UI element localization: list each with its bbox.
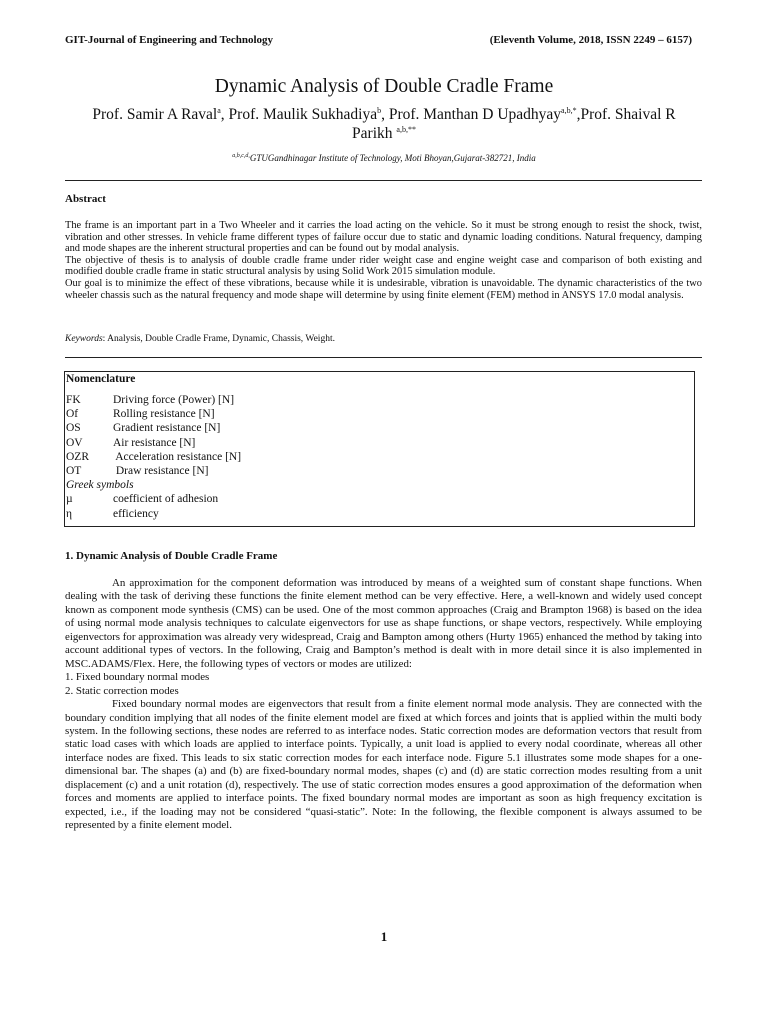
affiliation [0,153,768,163]
keywords-text: : Analysis, Double Cradle Frame, Dynamic, Chassis, Weight. [102,334,335,344]
affiliation-mark: a,b,c,d, [232,153,250,159]
running-header [65,34,692,46]
nomenclature-symbol: µ [66,493,73,506]
volume-info: (Eleventh Volume, 2018, ISSN 2249 – 6157) [489,34,692,46]
nomenclature-row [66,393,666,407]
author-name: Prof. Maulik Sukhadiya [228,106,378,123]
keywords-label: Keywords [65,334,103,344]
nomenclature-symbol: OS [66,422,81,435]
nomenclature-row [66,421,666,435]
author-list [60,105,708,143]
author-name: Prof. Shaival R [580,106,676,123]
section-heading: 1. Dynamic Analysis of Double Cradle Frame [65,550,278,562]
nomenclature-row [66,450,666,464]
author-affil-mark: b [377,105,382,115]
author-separator: , [220,106,229,123]
nomenclature-list [66,393,666,521]
nomenclature-symbol: η [66,507,73,520]
abstract-body [65,220,702,301]
nomenclature-desc: Draw resistance [N] [113,464,209,477]
nomenclature-desc: Air resistance [N] [113,436,196,449]
divider-top [65,180,702,181]
author-affil-mark: a,b,** [396,124,416,134]
paper-title: Dynamic Analysis of Double Cradle Frame [214,76,554,97]
affiliation-text: GTUGandhinagar Institute of Technology, Moti Bhoyan,Gujarat-382721, India [249,153,536,163]
author-name-continued: Parikh [352,125,397,142]
nomenclature-symbol: FK [66,394,81,406]
nomenclature-title: Nomenclature [66,373,136,385]
nomenclature-desc: Rolling resistance [N] [113,408,215,421]
nomenclature-row [66,436,666,450]
abstract-heading: Abstract [65,193,106,205]
greek-symbols-label: Greek symbols [66,479,134,492]
author-separator: , [576,106,581,123]
nomenclature-box [64,371,695,527]
author-affil-mark: a [217,105,221,115]
nomenclature-desc: Driving force (Power) [N] [113,394,235,406]
nomenclature-desc: Acceleration resistance [N] [113,450,242,463]
abstract-paragraph: The frame is an important part in a Two Wheeler and it carries the load acting on the vehicle. So it must be strong enough to resist the shock, twist, vibration and other stresses. In vehicle frame different types of failure occur due to static and dynamic loading conditions. Natural frequency, damping and mode shapes are the inherent structural properties and can be found out by modal analysis. [65,220,702,255]
nomenclature-desc: Gradient resistance [N] [113,422,221,435]
nomenclature-symbol: Of [66,408,79,421]
journal-name: GIT-Journal of Engineering and Technology [65,34,274,46]
list-item: 1. Fixed boundary normal modes [65,671,210,684]
nomenclature-symbol: OZR [66,450,89,463]
keywords-line [65,334,335,344]
nomenclature-symbol: OV [66,436,83,449]
nomenclature-desc: coefficient of adhesion [113,493,219,506]
abstract-paragraph: Our goal is to minimize the effect of these vibrations, because while it is undesirable, vibration is unavoidable. The dynamic characteristics of the two wheeler chassis such as the natural frequency and mode shape will determine by using finite element (FEM) method in ANSYS 17.0 modal analysis. [65,277,702,301]
divider-keywords [65,357,702,358]
body-paragraph: An approximation for the component deformation was introduced by means of a weighted sum of constant shape functions. When dealing with the task of deriving these functions the finite element method can be very effective. Here, a well-known and widely used concept known as component mode synthesis (CMS) can be used. One of the most common approaches (Craig and Brampton 1968) is based on the idea of using normal mode analysis techniques to calculate eigenvectors for use as shape functions, or shape vectors, respectively. While employing eigenvectors for approximation was already very widespread, Craig and Bampton among others (Hurty 1965) enhanced the method by taking into account additional types of vectors. In the following, Craig and Bampton’s method is dealt with in more detail since it is also implemented in MSC.ADAMS/Flex. Here, the following types of vectors or modes are utilized: [65,577,702,670]
nomenclature-row [66,464,666,478]
author-affil-mark: a,b,* [561,105,577,115]
nomenclature-symbol: OT [66,464,82,477]
nomenclature-row [66,507,666,521]
body-paragraph: Fixed boundary normal modes are eigenvectors that result from a finite element normal mode analysis. They are connected with the boundary condition implying that all nodes of the finite element model are fixed at which forces and joints that is applied within the multi body system. In the following sections, these nodes are referred to as interface nodes. Static correction modes are deformation vectors that result from static load cases with which loads are applied to interface points. Typically, a unit load is applied to every nodal coordinate, whereas all other interface nodes are fixed. This leads to six static correction modes for each interface node. Figure 5.1 illustrates some mode shapes for a one-dimensional bar. The shapes (a) and (b) are fixed-boundary normal modes, shapes (c) and (d) are static correction modes resulting from a unit displacement (c) and a unit rotation (d), respectively. The use of static correction modes ensures a good approximation of the deformation when forces and moments are applied to interface points. The fixed boundary normal modes are important as soon as high frequency excitation is expected, i.e., if the loading may not be considered “quasi-static”. Note: In the following, the flexible component is always assumed to be represented by a finite element model. [65,698,702,832]
nomenclature-desc: efficiency [113,507,159,520]
list-item: 2. Static correction modes [65,684,179,697]
section-body [65,577,702,833]
author-name: Prof. Samir A Raval [92,106,218,123]
author-name: Prof. Manthan D Upadhyay [388,106,562,123]
nomenclature-row [66,492,666,506]
nomenclature-row [66,407,666,421]
abstract-paragraph: The objective of thesis is to analysis of double cradle frame under rider weight case and engine weight case and comparison of both existing and modified double cradle frame in static structural analysis by using Solid Work 2015 simulation module. [65,254,702,278]
author-separator: , [381,106,389,123]
page-number: 1 [380,929,388,944]
